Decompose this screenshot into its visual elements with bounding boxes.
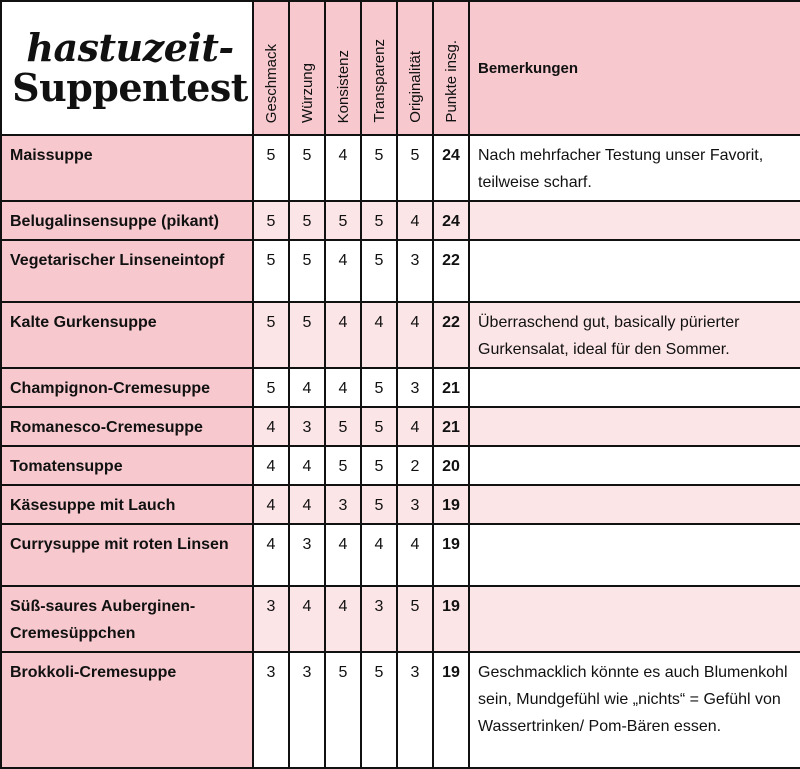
score-originalitaet: 3 <box>397 240 433 302</box>
score-konsistenz: 5 <box>325 407 361 446</box>
column-header-wuerzung: Würzung <box>289 1 325 135</box>
table-row <box>1 446 800 485</box>
remark <box>469 524 800 586</box>
column-header-bemerkungen: Bemerkungen <box>469 1 800 135</box>
soup-name: Romanesco-Cremesuppe <box>1 407 253 446</box>
remark <box>469 407 800 446</box>
score-geschmack: 5 <box>253 240 289 302</box>
soup-name: Süß-saures Auberginen-Cremesüppchen <box>1 586 253 652</box>
score-geschmack: 5 <box>253 368 289 407</box>
score-geschmack: 4 <box>253 446 289 485</box>
soup-name: Kalte Gurkensuppe <box>1 302 253 368</box>
score-wuerzung: 4 <box>289 446 325 485</box>
title-line-1: hastuzeit- <box>26 25 234 70</box>
soup-name: Maissuppe <box>1 135 253 201</box>
table-row <box>1 586 800 652</box>
score-konsistenz: 4 <box>325 524 361 586</box>
score-total: 21 <box>433 407 469 446</box>
score-total: 19 <box>433 524 469 586</box>
column-header-geschmack: Geschmack <box>253 1 289 135</box>
score-total: 19 <box>433 586 469 652</box>
score-originalitaet: 4 <box>397 524 433 586</box>
score-total: 21 <box>433 368 469 407</box>
score-total: 22 <box>433 302 469 368</box>
score-konsistenz: 4 <box>325 135 361 201</box>
soup-name: Tomatensuppe <box>1 446 253 485</box>
remark <box>469 240 800 302</box>
score-geschmack: 4 <box>253 407 289 446</box>
score-geschmack: 3 <box>253 652 289 768</box>
score-wuerzung: 3 <box>289 652 325 768</box>
remark <box>469 586 800 652</box>
table-row <box>1 652 800 768</box>
score-originalitaet: 3 <box>397 485 433 524</box>
title-line-2: Suppentest <box>12 65 248 110</box>
score-geschmack: 5 <box>253 302 289 368</box>
score-originalitaet: 4 <box>397 302 433 368</box>
score-geschmack: 4 <box>253 485 289 524</box>
remark <box>469 485 800 524</box>
score-total: 24 <box>433 201 469 240</box>
score-transparenz: 5 <box>361 446 397 485</box>
score-konsistenz: 5 <box>325 446 361 485</box>
score-wuerzung: 3 <box>289 407 325 446</box>
score-originalitaet: 3 <box>397 368 433 407</box>
column-header-originalitaet: Originalität <box>397 1 433 135</box>
score-transparenz: 5 <box>361 485 397 524</box>
score-transparenz: 5 <box>361 240 397 302</box>
score-total: 20 <box>433 446 469 485</box>
remark: Geschmacklich könnte es auch Blumenkohl sein, Mundgefühl wie „nichts“ = Gefühl von Wassertrinken/ Pom-Bären essen. <box>469 652 800 768</box>
score-total: 19 <box>433 652 469 768</box>
score-total: 24 <box>433 135 469 201</box>
remark <box>469 201 800 240</box>
column-header-transparenz: Transparenz <box>361 1 397 135</box>
table-title <box>1 1 253 135</box>
score-transparenz: 5 <box>361 135 397 201</box>
header-row <box>1 1 800 135</box>
score-geschmack: 4 <box>253 524 289 586</box>
score-wuerzung: 4 <box>289 586 325 652</box>
soup-name: Belugalinsensuppe (pikant) <box>1 201 253 240</box>
score-total: 22 <box>433 240 469 302</box>
soup-name: Vegetarischer Linseneintopf <box>1 240 253 302</box>
score-konsistenz: 3 <box>325 485 361 524</box>
score-konsistenz: 4 <box>325 586 361 652</box>
score-wuerzung: 4 <box>289 368 325 407</box>
score-wuerzung: 5 <box>289 302 325 368</box>
score-originalitaet: 5 <box>397 135 433 201</box>
score-konsistenz: 5 <box>325 652 361 768</box>
score-konsistenz: 4 <box>325 368 361 407</box>
score-konsistenz: 5 <box>325 201 361 240</box>
score-wuerzung: 5 <box>289 135 325 201</box>
column-header-konsistenz: Konsistenz <box>325 1 361 135</box>
score-geschmack: 5 <box>253 201 289 240</box>
table-row <box>1 485 800 524</box>
score-transparenz: 5 <box>361 201 397 240</box>
score-konsistenz: 4 <box>325 240 361 302</box>
score-transparenz: 5 <box>361 407 397 446</box>
score-transparenz: 4 <box>361 524 397 586</box>
score-transparenz: 5 <box>361 368 397 407</box>
soup-name: Käsesuppe mit Lauch <box>1 485 253 524</box>
score-geschmack: 3 <box>253 586 289 652</box>
score-transparenz: 5 <box>361 652 397 768</box>
table-row <box>1 368 800 407</box>
soup-name: Currysuppe mit roten Linsen <box>1 524 253 586</box>
table-row <box>1 240 800 302</box>
score-wuerzung: 4 <box>289 485 325 524</box>
score-transparenz: 3 <box>361 586 397 652</box>
score-wuerzung: 5 <box>289 201 325 240</box>
remark <box>469 368 800 407</box>
table-row <box>1 407 800 446</box>
soup-name: Brokkoli-Cremesuppe <box>1 652 253 768</box>
score-transparenz: 4 <box>361 302 397 368</box>
table-row <box>1 201 800 240</box>
column-header-punkte: Punkte insg. <box>433 1 469 135</box>
score-total: 19 <box>433 485 469 524</box>
score-originalitaet: 3 <box>397 652 433 768</box>
score-geschmack: 5 <box>253 135 289 201</box>
table-row <box>1 302 800 368</box>
score-wuerzung: 3 <box>289 524 325 586</box>
score-konsistenz: 4 <box>325 302 361 368</box>
score-wuerzung: 5 <box>289 240 325 302</box>
soup-name: Champignon-Cremesuppe <box>1 368 253 407</box>
remark <box>469 446 800 485</box>
remark: Überraschend gut, basically pürierter Gurkensalat, ideal für den Sommer. <box>469 302 800 368</box>
remark: Nach mehrfacher Testung unser Favorit, teilweise scharf. <box>469 135 800 201</box>
score-originalitaet: 4 <box>397 201 433 240</box>
table-row <box>1 135 800 201</box>
table-row <box>1 524 800 586</box>
score-originalitaet: 4 <box>397 407 433 446</box>
score-originalitaet: 2 <box>397 446 433 485</box>
score-originalitaet: 5 <box>397 586 433 652</box>
